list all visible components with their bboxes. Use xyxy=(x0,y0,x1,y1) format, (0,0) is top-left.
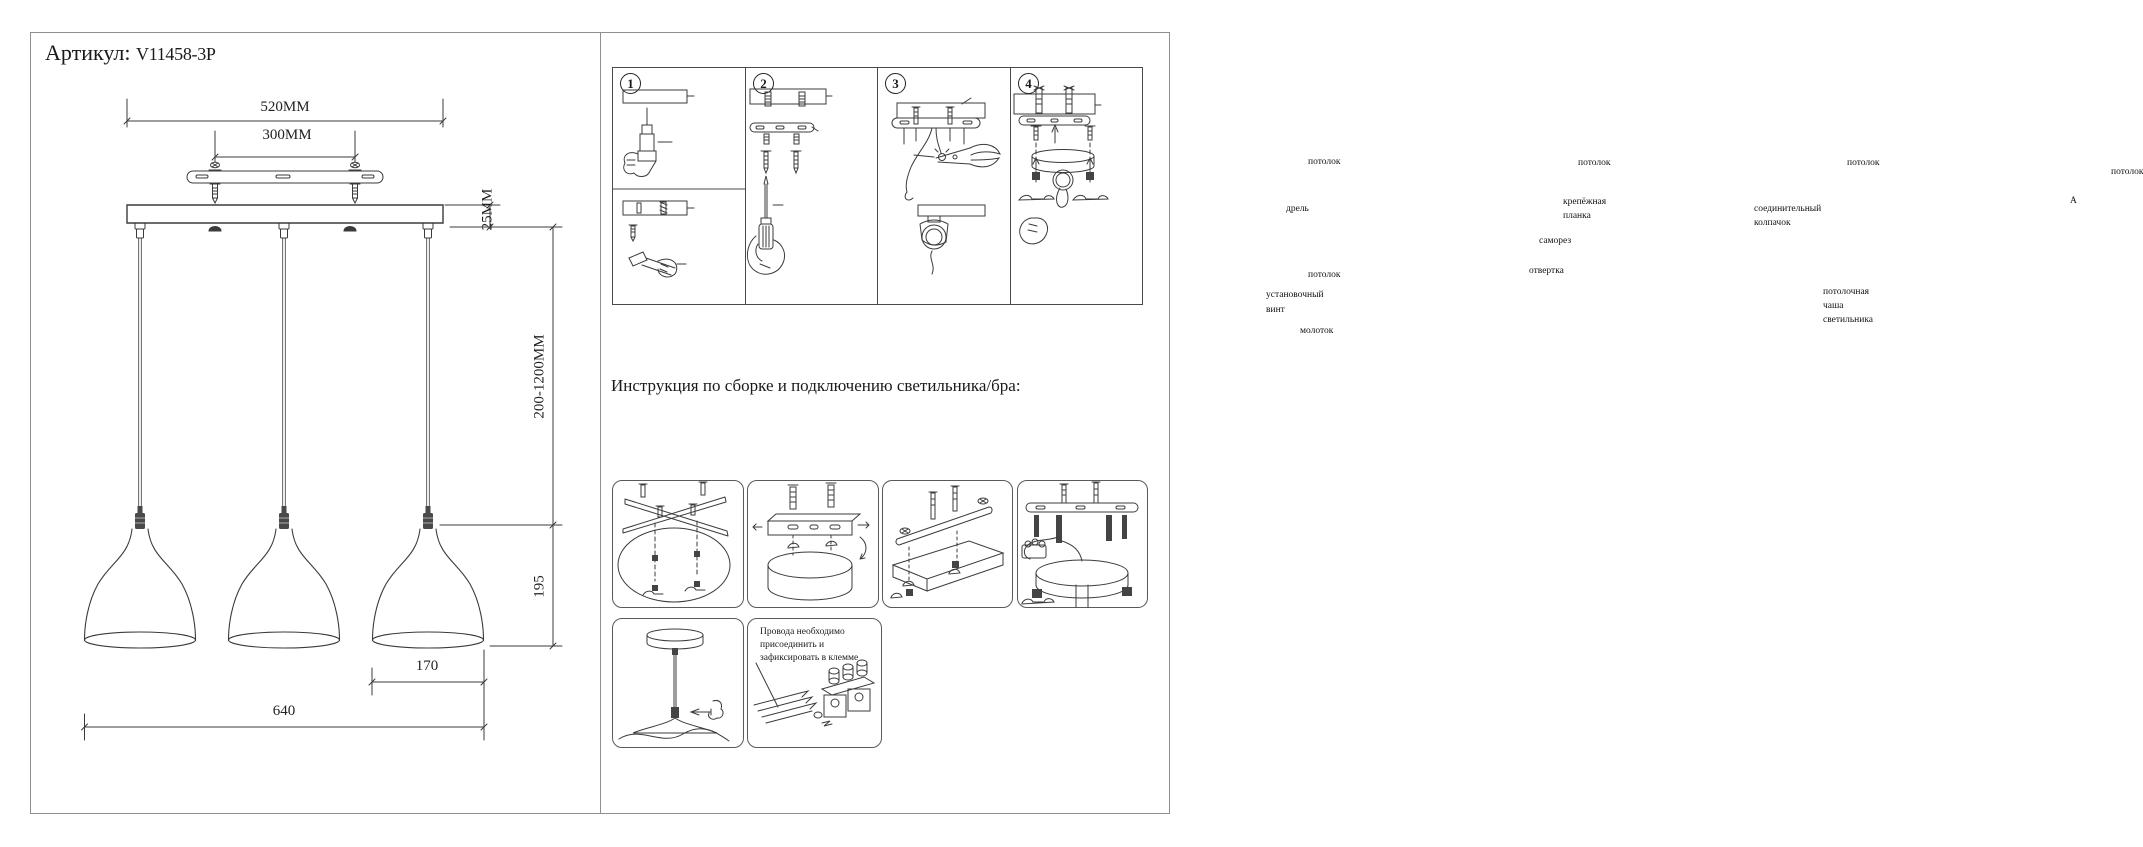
assembly-box-6 xyxy=(747,618,882,748)
assembly-box-3 xyxy=(882,480,1013,608)
dim-plate-width: 520MM xyxy=(260,99,310,115)
step-1-label-set-screw-1: установочный xyxy=(1266,290,1324,300)
assembly-box-2 xyxy=(747,480,879,608)
step-2-label-ceiling: потолок xyxy=(1578,158,1611,168)
step-4-label-direction: A xyxy=(2070,196,2077,206)
step-2-illustration xyxy=(746,68,878,304)
step-4-label-ceiling: потолок xyxy=(2111,167,2143,177)
wiring-note-line1: Провода необходимо xyxy=(760,627,845,637)
assembly-box-5-illustration xyxy=(613,619,743,747)
step-3-illustration xyxy=(878,68,1011,304)
wiring-note-line2: присоединить и xyxy=(760,640,825,650)
assembly-box-1-illustration xyxy=(613,481,743,607)
mounting-steps-panel xyxy=(612,67,2143,336)
step-1-number: 1 xyxy=(620,73,641,94)
step-1-label-set-screw-2: винт xyxy=(1266,305,1285,315)
assembly-box-4-illustration xyxy=(1018,481,1147,607)
step-1-label-ceiling: потолок xyxy=(1308,157,1341,167)
step-3-label-cap-1: соединительный xyxy=(1754,204,1822,214)
step-3-label-cap-2: колпачок xyxy=(1754,218,1791,228)
article-value: V11458-3P xyxy=(136,44,216,64)
assembly-box-5 xyxy=(612,618,744,748)
step-4-number: 4 xyxy=(1018,73,1039,94)
wiring-note-line3: зафиксировать в клемме xyxy=(760,653,859,663)
dim-plate-height: 25MM xyxy=(479,188,496,231)
assembly-box-4 xyxy=(1017,480,1148,608)
step-2-label-bracket-2: планка xyxy=(1563,211,1591,221)
lamp-technical-drawing xyxy=(30,32,605,814)
article-label: Артикул: xyxy=(45,40,131,65)
dim-shade-width: 170 xyxy=(415,658,439,674)
assembly-box-3-illustration xyxy=(883,481,1012,607)
step-1-label-hammer: молоток xyxy=(1300,326,1334,336)
step-3-label-cup-3: светильника xyxy=(1823,315,1874,325)
dim-shade-height: 195 xyxy=(531,575,548,598)
step-3-number: 3 xyxy=(885,73,906,94)
step-1-label-drill: дрель xyxy=(1286,204,1309,214)
dim-total-width: 640 xyxy=(272,703,296,719)
assembly-box-2-illustration xyxy=(748,481,878,607)
step-1-illustration xyxy=(613,68,745,304)
step-2-label-bracket-1: крепёжная xyxy=(1563,197,1607,207)
step-1 xyxy=(613,68,1341,336)
dim-cable-range: 200-1200MM xyxy=(531,334,548,419)
step-2-number: 2 xyxy=(753,73,774,94)
step-2-label-screw: саморез xyxy=(1539,236,1572,246)
dim-screw-spacing: 300MM xyxy=(262,127,312,143)
step-4-illustration xyxy=(1011,68,1143,304)
assembly-heading: Инструкция по сборке и подключению светильника/бра: xyxy=(611,376,1021,395)
assembly-box-1 xyxy=(612,480,744,608)
step-1-label-ceiling2: потолок xyxy=(1308,270,1341,280)
step-3-label-ceiling: потолок xyxy=(1847,158,1880,168)
step-3-label-cup-1: потолочная xyxy=(1823,287,1870,297)
step-3-label-cup-2: чаша xyxy=(1823,301,1844,311)
step-2-label-screwdriver: отвертка xyxy=(1529,266,1564,276)
